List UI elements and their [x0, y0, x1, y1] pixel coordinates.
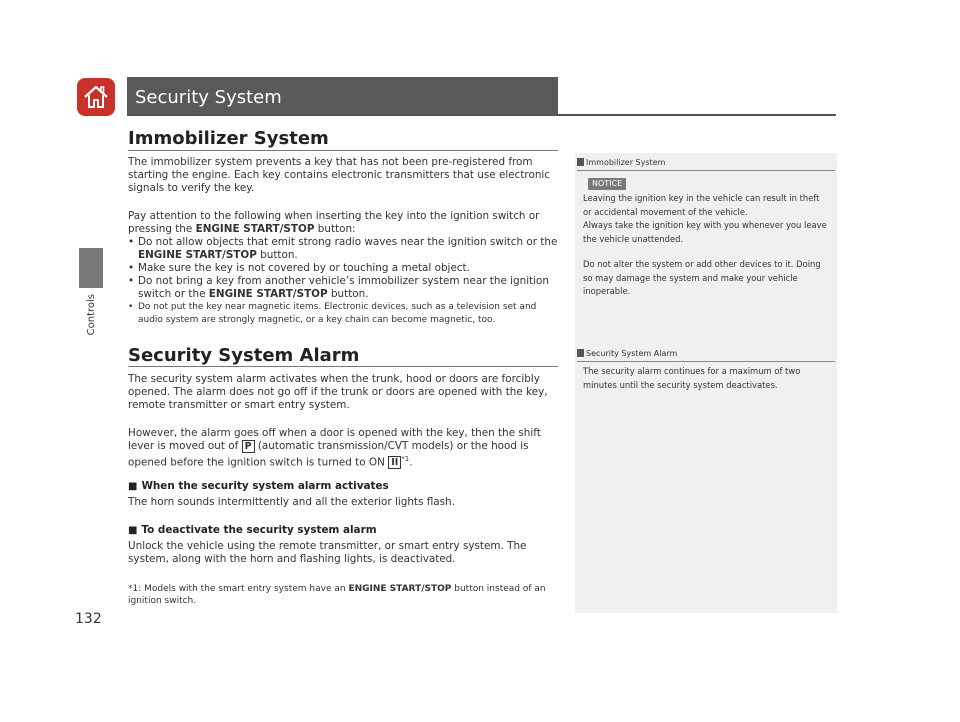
side-alarm-title	[577, 349, 677, 358]
side-divider	[577, 361, 835, 362]
bullet1-button-name: ENGINE START/STOP	[138, 249, 257, 261]
alarm-heading: Security System Alarm	[128, 345, 360, 366]
footnote-text: *1: Models with the smart entry system have an	[128, 584, 346, 594]
header-divider	[127, 114, 836, 116]
immobilizer-paragraph-1: The immobilizer system prevents a key that has not been pre-registered from starting the engine. Each key contains electronic transmitters that use electronic signals to verify the key.	[128, 156, 551, 194]
reference-marker-icon	[577, 349, 584, 357]
deactivate-alarm-text: Unlock the vehicle using the remote transmitter, or smart entry system. The system, along with the horn and flashing lights, is deactivated.	[128, 540, 527, 565]
ignition-ii-key: II	[388, 456, 401, 469]
alarm-activates-text: The horn sounds intermittently and all the exterior lights flash.	[128, 496, 455, 508]
p2-end: .	[409, 456, 413, 469]
home-icon[interactable]	[77, 78, 115, 116]
footnote-ref: *1	[401, 455, 410, 463]
p2-button-name: ENGINE START/STOP	[195, 223, 315, 235]
bullet1-text-end: button.	[260, 249, 298, 261]
side-immobilizer-title	[577, 158, 665, 167]
side-divider	[577, 170, 835, 171]
list-item	[128, 275, 558, 301]
footnote-button-name: ENGINE START/STOP	[348, 584, 452, 594]
footnote	[128, 583, 560, 607]
list-item: • Make sure the key is not covered by or touching a metal object.	[128, 262, 558, 275]
p2-text-before: Pay attention to the following when inserting the key into the ignition switch or pressing the	[128, 210, 540, 235]
alarm-paragraph-2	[128, 427, 558, 469]
list-item: • Do not put the key near magnetic items. Electronic devices, such as a television set and audio system are strongly magnetic, or a key chain can become magnetic, too.	[128, 301, 558, 327]
immobilizer-paragraph-2	[128, 210, 558, 236]
bullet3-button-name: ENGINE START/STOP	[208, 288, 328, 300]
side-immobilizer-title-text: Immobilizer System	[586, 158, 666, 167]
p2-text-a: However, the alarm goes off when a door is opened with the key, then the shift lever is moved out of	[128, 427, 541, 452]
subheading-alarm-activates: ■ When the security system alarm activates	[128, 480, 389, 492]
footnote-text-end: button instead of an ignition switch.	[128, 584, 546, 606]
page-number: 132	[75, 611, 102, 627]
bullet3-text: Do not bring a key from another vehicle’s immobilizer system near the ignition switch or the	[138, 275, 549, 300]
p2-text-after: button:	[317, 223, 356, 235]
bullet1-text: Do not allow objects that emit strong radio waves near the ignition switch or the	[138, 236, 558, 248]
subheading-deactivate-alarm: ■ To deactivate the security system alarm	[128, 524, 377, 536]
side-immobilizer-text-2: Always take the ignition key with you whenever you leave the vehicle unattended.	[583, 220, 827, 244]
gear-p-key: P	[242, 440, 255, 453]
bullet3-text-end: button.	[330, 288, 369, 300]
house-icon	[82, 83, 110, 111]
reference-marker-icon	[577, 158, 584, 166]
side-immobilizer-text-3: Do not alter the system or add other devices to it. Doing so may damage the system and make your vehicle inoperable.	[583, 259, 821, 296]
p2-text-b: (automatic transmission/CVT models) or the hood is opened before the ignition switch is turned to ON	[128, 440, 529, 469]
section-tab-label: Controls	[86, 294, 97, 336]
heading-divider	[128, 366, 558, 367]
heading-divider	[128, 150, 558, 151]
section-tab-marker[interactable]	[79, 248, 103, 288]
notice-badge: NOTICE	[588, 178, 626, 190]
side-immobilizer-text-1: Leaving the ignition key in the vehicle can result in theft or accidental movement of the vehicle.	[583, 193, 820, 217]
side-alarm-text: The security alarm continues for a maximum of two minutes until the security system deactivates.	[583, 366, 801, 390]
page-title: Security System	[135, 87, 282, 108]
immobilizer-heading: Immobilizer System	[128, 128, 329, 149]
side-alarm-title-text: Security System Alarm	[586, 349, 678, 358]
immobilizer-bullet-list	[128, 236, 558, 327]
alarm-paragraph-1: The security system alarm activates when the trunk, hood or doors are forcibly opened. The alarm does not go off if the trunk or doors are opened with the key, remote transmitter or smart entry system.	[128, 373, 548, 411]
list-item	[128, 236, 558, 262]
